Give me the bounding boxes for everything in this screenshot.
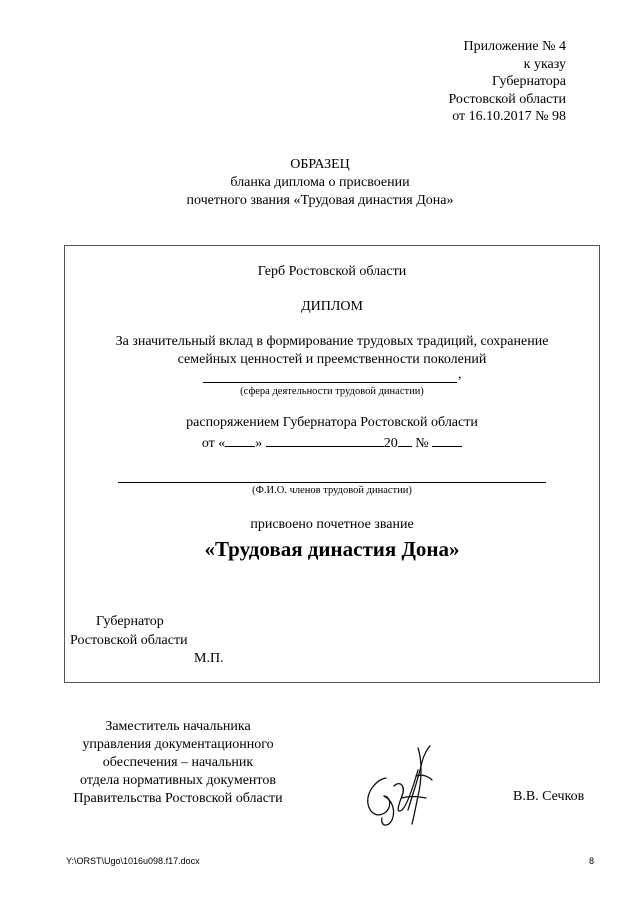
footer-file-path: Y:\ORST\Ugo\1016u098.f17.docx xyxy=(66,856,200,866)
awarded-line: присвоено почетное звание xyxy=(250,517,414,532)
governor-region: Ростовской области xyxy=(70,633,188,648)
appendix-line: Губернатора xyxy=(491,74,566,89)
signatory-line: обеспечения – начальник xyxy=(102,755,254,770)
diploma-reason xyxy=(64,333,600,369)
order-line: распоряжением Губернатора Ростовской области xyxy=(186,415,478,430)
sample-title: ОБРАЗЕЦ xyxy=(290,157,350,172)
sphere-field-line xyxy=(203,382,457,383)
sample-subtitle: бланка диплома о присвоении xyxy=(230,175,410,190)
reason-line: семейных ценностей и преемственности поколений xyxy=(177,352,487,367)
month-field-line xyxy=(266,433,384,447)
day-field-line xyxy=(225,433,255,447)
sphere-field-caption: (сфера деятельности трудовой династии) xyxy=(240,386,424,397)
names-field-caption: (Ф.И.О. членов трудовой династии) xyxy=(252,485,412,496)
order-date-line xyxy=(64,433,600,452)
sample-subtitle: почетного звания «Трудовая династия Дона» xyxy=(186,193,454,208)
diploma-title: ДИПЛОМ xyxy=(301,299,363,314)
appendix-header xyxy=(400,38,566,126)
date-prefix: от « xyxy=(201,436,226,451)
sphere-field-comma: , xyxy=(458,367,462,382)
date-quote-close: » xyxy=(255,436,263,451)
number-field-line xyxy=(432,433,462,447)
governor-title: Губернатор xyxy=(96,614,164,629)
year-field-line xyxy=(398,433,412,447)
signatory-line: Заместитель начальника xyxy=(105,719,251,734)
signatory-position xyxy=(62,718,294,808)
appendix-line: к указу xyxy=(523,56,566,72)
names-field-line xyxy=(118,482,546,483)
signatory-line: отдела нормативных документов xyxy=(80,773,276,788)
date-year: 20 xyxy=(383,436,398,451)
seal-mark: М.П. xyxy=(194,651,224,666)
appendix-line: Приложение № 4 xyxy=(463,39,566,54)
date-number: № xyxy=(415,436,429,451)
signatory-line: Правительства Ростовской области xyxy=(73,791,283,806)
signatory-name: В.В. Сечков xyxy=(513,789,585,804)
coat-of-arms-label: Герб Ростовской области xyxy=(257,264,407,279)
signatory-line: управления документационного xyxy=(82,737,274,752)
appendix-line: от 16.10.2017 № 98 xyxy=(452,109,566,124)
page-number: 8 xyxy=(589,856,595,866)
honorific-title: «Трудовая династия Дона» xyxy=(204,537,460,561)
appendix-line: Ростовской области xyxy=(448,91,566,107)
handwritten-signature xyxy=(356,740,438,832)
sample-header xyxy=(0,156,640,210)
reason-line: За значительный вклад в формирование трудовых традиций, сохранение xyxy=(115,334,549,349)
